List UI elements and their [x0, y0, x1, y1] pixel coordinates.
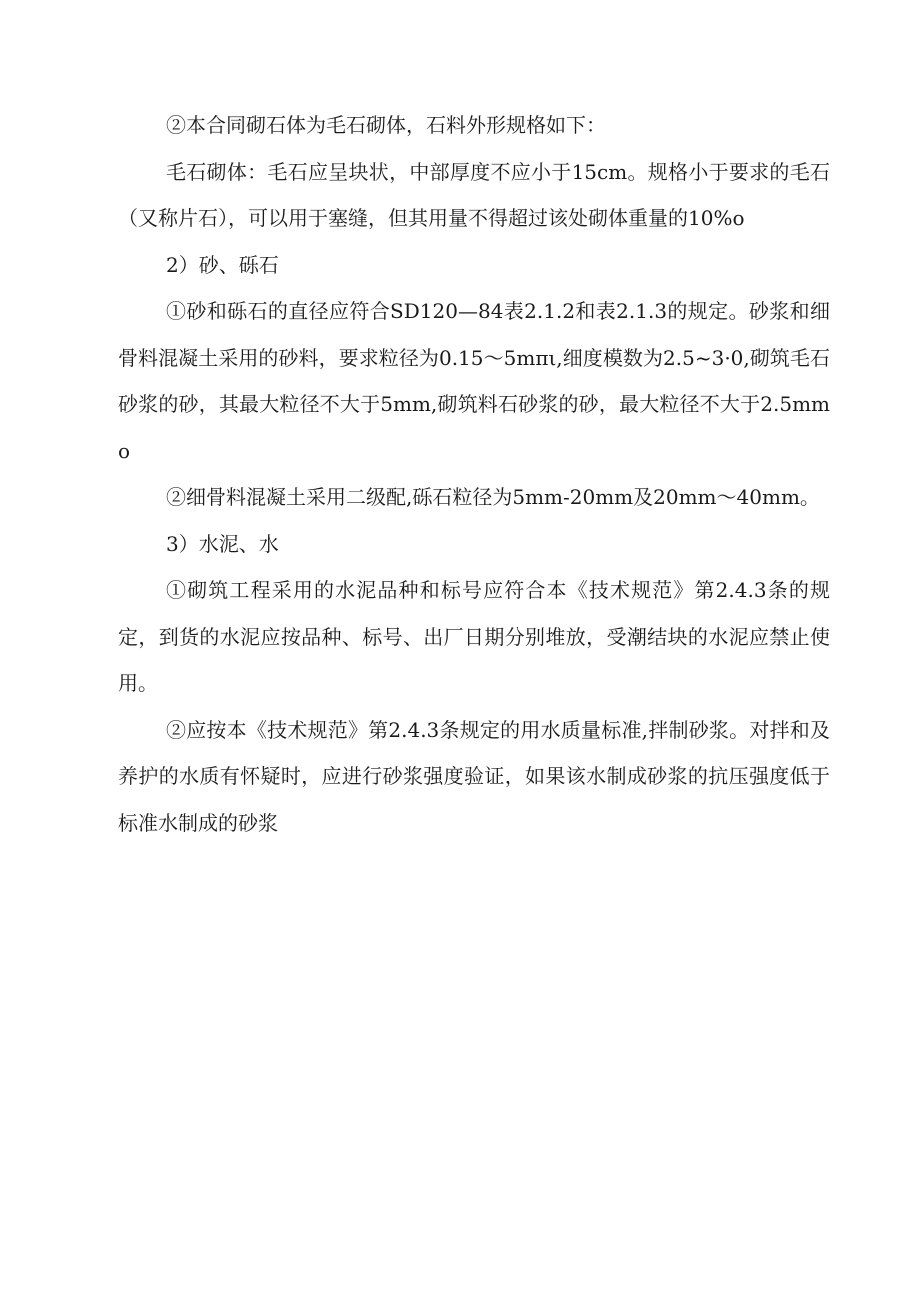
paragraph-fine-aggregate-concrete: ②细骨料混凝土采用二级配,砾石粒径为5mm-20mm及20mm～40mm。 [166, 485, 820, 509]
paragraph-rubble-masonry-spec: 毛石砌体：毛石应呈块状，中部厚度不应小于15cm。规格小于要求的毛石（又称片石），可以用于塞缝，但其用量不得超过该处砌体重量的10%o [118, 159, 830, 230]
document-body [118, 102, 830, 846]
paragraph-sand-gravel-diameter: ①砂和砾石的直径应符合SD120—84表2.1.2和表2.1.3的规定。砂浆和细骨料混凝土采用的砂料，要求粒径为0.15～5mπι,细度模数为2.5~3·0,砌筑毛石砂浆的砂，其最大粒径不大于5mm,砌筑料石砂浆的砂，最大粒径不大于2.5mmo [118, 299, 830, 463]
section-heading-sand-gravel: 2）砂、砾石 [166, 252, 279, 277]
paragraph-water-quality: ②应按本《技术规范》第2.4.3条规定的用水质量标准,拌制砂浆。对拌和及养护的水质有怀疑时，应进行砂浆强度验证，如果该水制成砂浆的抗压强度低于标准水制成的砂浆 [118, 717, 830, 835]
section-heading-cement-water: 3）水泥、水 [166, 531, 279, 556]
paragraph-cement-requirements: ①砌筑工程采用的水泥品种和标号应符合本《技术规范》第2.4.3条的规定，到货的水泥应按品种、标号、出厂日期分别堆放，受潮结块的水泥应禁止使用。 [118, 578, 830, 695]
paragraph-rubble-masonry-intro: ②本合同砌石体为毛石砌体，石料外形规格如下： [166, 113, 606, 137]
